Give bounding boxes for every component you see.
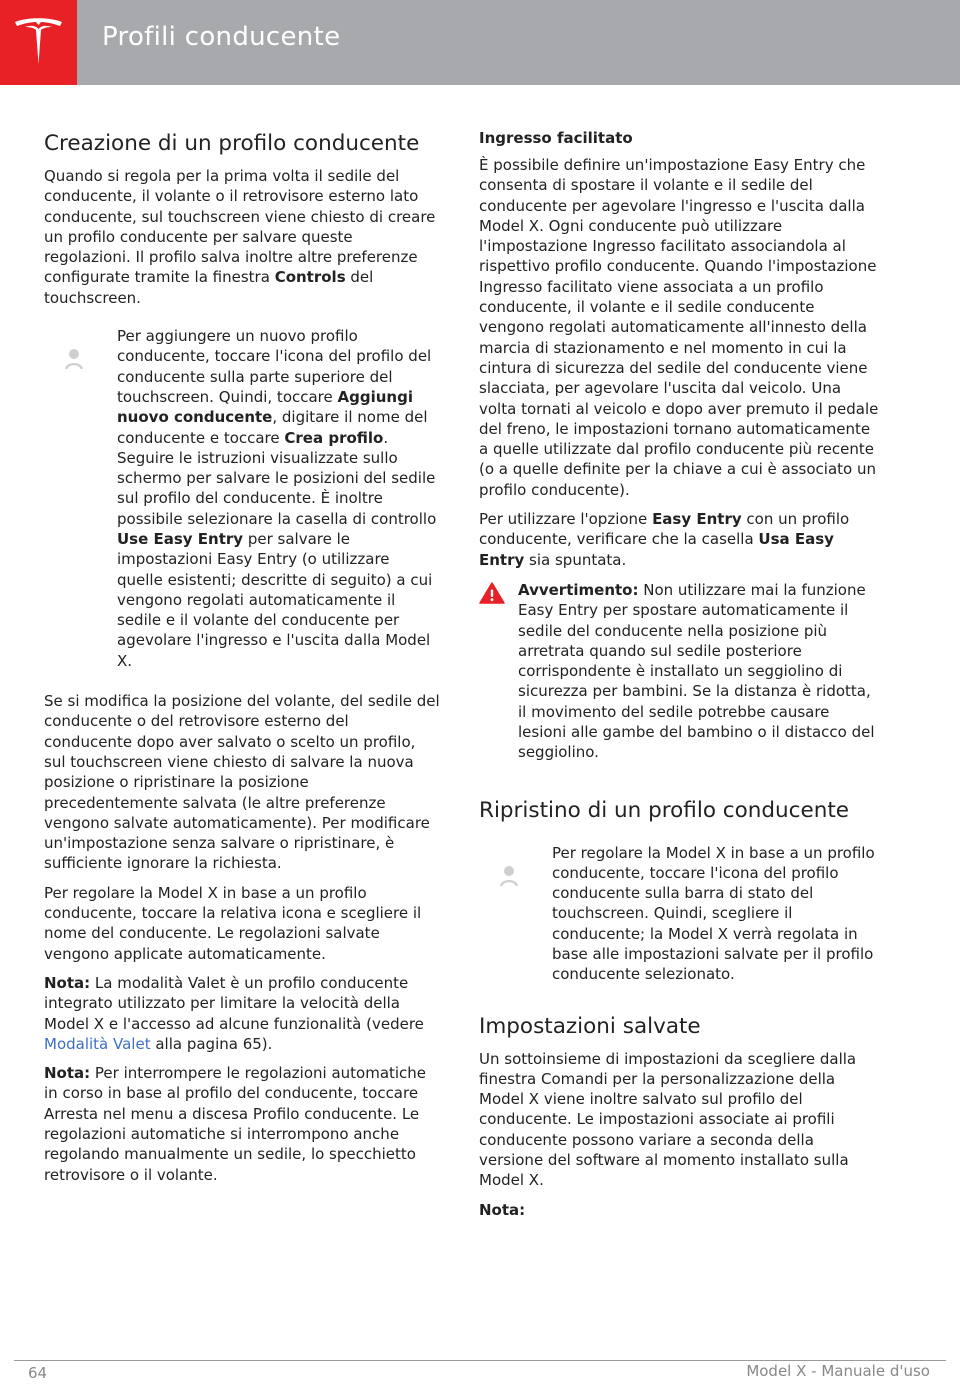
tesla-logo-icon [13,16,64,68]
footer-divider [14,1360,946,1361]
driver-profile-icon [64,348,84,370]
paragraph-use-easy-entry: Per utilizzare l'opzione Easy Entry con un profilo conducente, verificare che la casella Usa Easy Entry sia spuntata. [479,510,850,569]
tip-add-driver [44,326,440,671]
tesla-logo [0,0,77,85]
manual-title: Model X - Manuale d'uso [746,1362,930,1380]
paragraph-saved-settings: Un sottoinsieme di impostazioni da scegliere dalla finestra Comandi per la personalizzazione della Model X viene inoltre salvato sul profilo del conducente. Le impostazioni associate ai profili conducente possono variare a seconda della versione del software al momento installato sulla Model X. [479,1049,857,1190]
intro-paragraph: Quando si regola per la prima volta il sedile del conducente, il volante o il retrovisore esterno lato conducente, sul touchscreen viene chiesto di creare un profilo conducente per salvare queste regolazioni. Il profilo salva inoltre altre preferenze configurate tramite la finestra Controls del touchscreen. [44,166,436,307]
subheading-easy-entry: Ingresso facilitato [479,129,633,147]
page-header [0,0,960,85]
paragraph-easy-entry: È possibile definire un'impostazione Easy Entry che consenta di spostare il volante e il sedile del conducente per agevolare l'ingresso e l'uscita dalla Model X. Ogni conducente può utilizzare l'impostazione Ingresso facilitato associandola al rispettivo profilo conducente. Quando l'impostazione Ingresso facilitato viene associata a un profilo conducente, il volante e il sedile conducente vengono regolati automaticamente all'innesto della marcia di stazionamento e nel momento in cui la cintura di sicurezza del sedile del conducente viene slacciata, per agevolare l'uscita dal veicolo. Una volta tornati al veicolo e dopo aver premuto il pedale del freno, le impostazioni tornano automaticamente a quelle utilizzate dal profilo conducente più recente (o a quelle definite per la chiave a cui è associato un profilo conducente). [479,156,879,499]
add-driver-term: Aggiungi nuovo conducente [117,387,413,427]
note-valet: Nota: La modalità Valet è un profilo conducente integrato utilizzato per limitare la velocità della Model X e l'accesso ad alcune funzionalità (vedere Modalità Valet alla pagina 65). [44,973,424,1053]
warning-text: Avvertimento: Non utilizzare mai la funzione Easy Entry per spostare automaticamente il sedile del conducente nella posizione più arretrata quando sul sedile posteriore corrispondente è installato un seggiolino di sicurezza per bambini. Se la distanza è ridotta, il movimento del sedile potrebbe causare lesioni alle gambe del bambino o il distacco del seggiolino. [518,580,875,762]
note-stop-adjustment: Nota: Per interrompere le regolazioni automatiche in corso in base al profilo del conducente, toccare Arresta nel menu a discesa Profilo conducente. Le regolazioni automatiche si interrompono anche regolando manualmente un sedile, lo specchietto retrovisore o il volante. [44,1064,427,1184]
tip-restore-profile [479,843,879,985]
paragraph-adjust-profile: Per regolare la Model X in base a un profilo conducente, toccare la relativa icona e scegliere il nome del conducente. Le regolazioni salvate vengono applicate automaticamente. [44,883,422,963]
section-heading-saved-settings: Impostazioni salvate [479,1013,701,1039]
section-heading-create-profile: Creazione di un profilo conducente [44,131,420,156]
section-heading-restore-profile: Ripristino di un profilo conducente [479,797,850,823]
driver-profile-icon [499,865,519,887]
warning-block [479,580,879,763]
valet-mode-link[interactable]: Modalità Valet [44,1034,151,1053]
note-saved-settings: Nota: [479,1200,526,1219]
right-column [479,128,879,1229]
warning-icon [479,582,505,604]
page-title: Profili conducente [102,22,341,52]
paragraph-modify-position: Se si modifica la posizione del volante, del sedile del conducente o del retrovisore esterno del conducente dopo aver salvato o scelto un profilo, sul touchscreen viene chiesto di salvare la nuova posizione o ripristinare la posizione precedentemente salvata (le altre preferenze vengono salvate automaticamente). Per modificare un'impostazione senza salvare o ripristinare, è sufficiente ignorare la richiesta. [44,692,440,873]
tip-restore-text: Per regolare la Model X in base a un profilo conducente, toccare l'icona del profilo conducente sulla barra di stato del touchscreen. Quindi, scegliere il conducente; la Model X verrà regolata in base alle impostazioni salvate per il profilo conducente selezionato. [552,843,875,984]
left-column [44,128,440,1194]
create-profile-term: Crea profilo [284,428,384,447]
page-number: 64 [28,1364,48,1382]
controls-term: Controls [274,268,346,287]
use-easy-entry-term: Use Easy Entry [117,529,244,548]
tip-text: Per aggiungere un nuovo profilo conducente, toccare l'icona del profilo del conducente sulla parte superiore del touchscreen. Quindi, toccare Aggiungi nuovo conducente, digitare il nome del conducente e toccare Crea profilo. Seguire le istruzioni visualizzate sullo schermo per salvare le posizioni del sedile sul profilo del conducente. È inoltre possibile selezionare la casella di controllo Use Easy Entry per salvare le impostazioni Easy Entry (o utilizzare quelle esistenti; descritte di seguito) a cui vengono regolati automaticamente il sedile e il volante del conducente per agevolare l'ingresso e l'uscita dalla Model X. [117,327,437,670]
